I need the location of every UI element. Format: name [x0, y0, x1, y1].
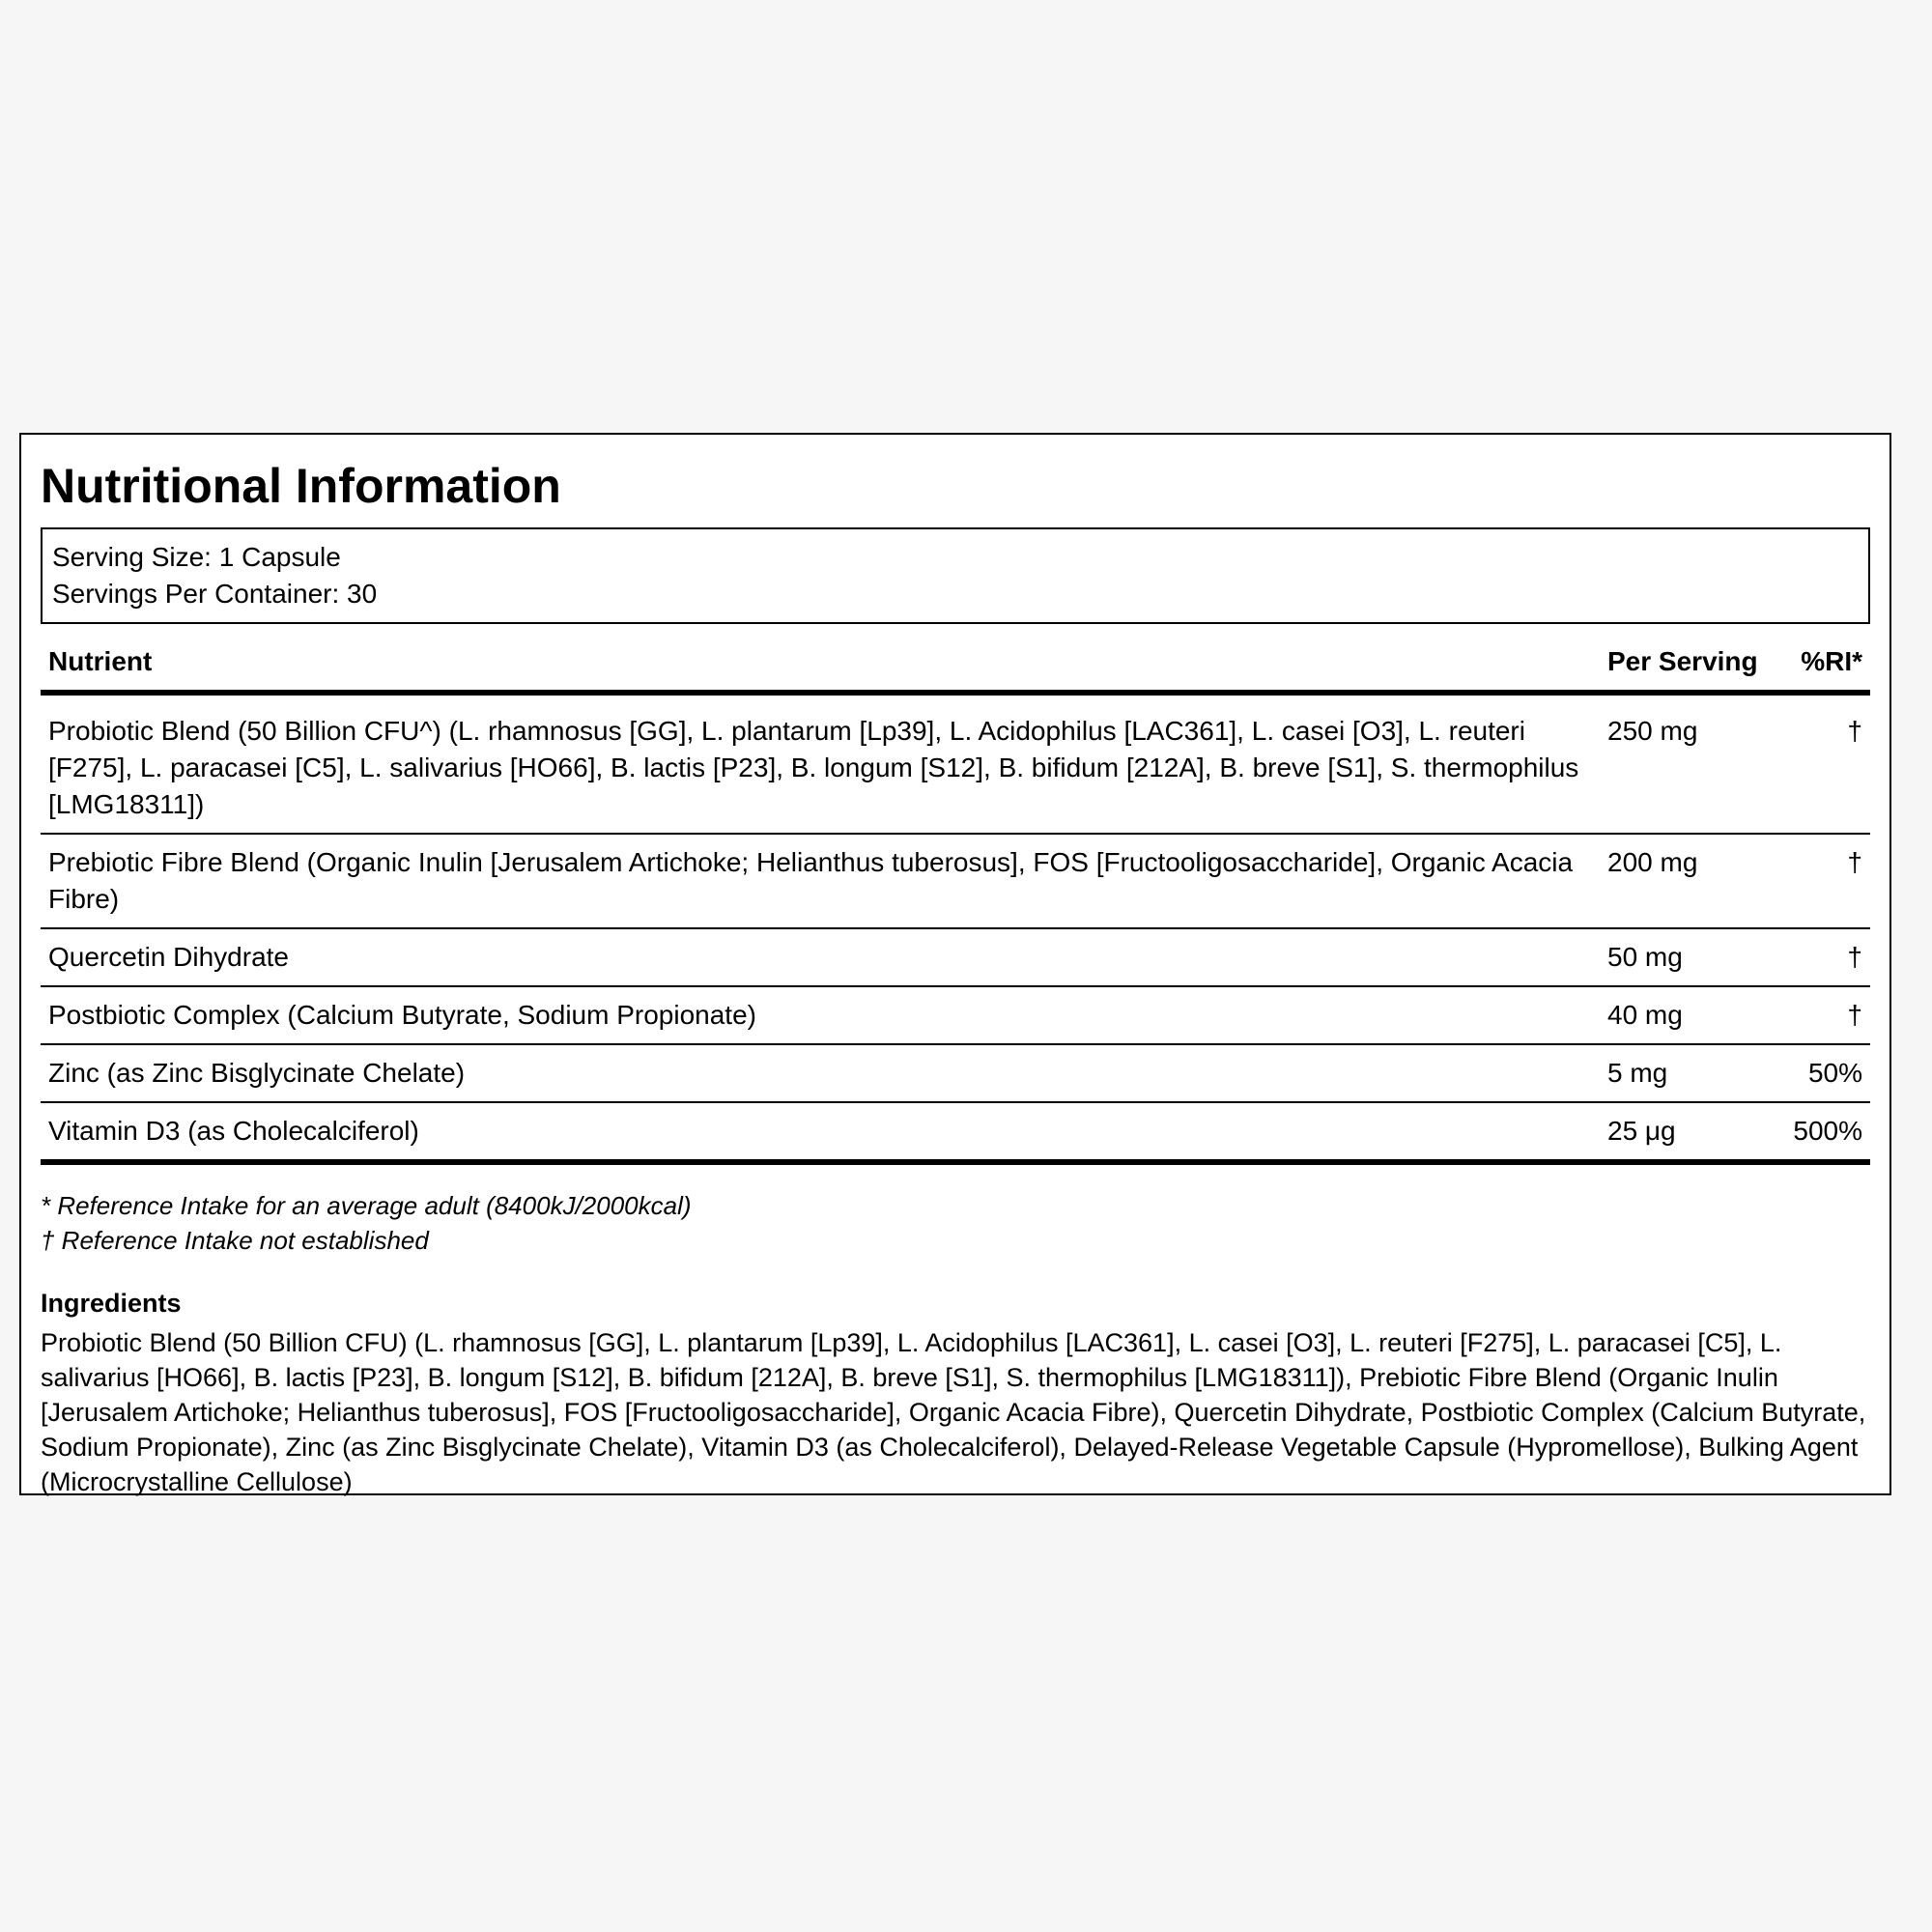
serving-size: Serving Size: 1 Capsule: [52, 542, 341, 572]
table-row: [41, 693, 1870, 834]
nutrient-name: Postbiotic Complex (Calcium Butyrate, Sodium Propionate): [41, 986, 1600, 1044]
nutrient-amount: 250 mg: [1600, 693, 1785, 834]
footnote-reference-intake: * Reference Intake for an average adult (8400kJ/2000kcal): [41, 1191, 692, 1220]
table-row: [41, 1102, 1870, 1162]
nutrient-amount: 50 mg: [1600, 928, 1785, 986]
panel-title: Nutritional Information: [41, 459, 561, 513]
nutrient-amount: 5 mg: [1600, 1044, 1785, 1102]
table-row: [41, 834, 1870, 928]
nutrient-amount: 200 mg: [1600, 834, 1785, 928]
nutrient-name: Vitamin D3 (as Cholecalciferol): [41, 1102, 1600, 1162]
nutrient-ri: 500%: [1785, 1102, 1870, 1162]
table-row: [41, 1044, 1870, 1102]
ingredients-text: Probiotic Blend (50 Billion CFU) (L. rhamnosus [GG], L. plantarum [Lp39], L. Acidophilus [LAC361], L. casei [O3], L. reuteri [F275], L. paracasei [C5], L. salivarius [HO66], B. lactis [P23], B. longum [S12], B. bifidum [212A], B. breve [S1], S. thermophilus [LMG18311]), Prebiotic Fibre Blend (Organic Inulin [Jerusalem Artichoke; Helianthus tuberosus], FOS [Fructooligosaccharide], Organic Acacia Fibre), Quercetin Dihydrate, Postbiotic Complex (Calcium Butyrate, Sodium Propionate), Zinc (as Zinc Bisglycinate Chelate), Vitamin D3 (as Cholecalciferol), Delayed-Release Vegetable Capsule (Hypromellose), Bulking Agent (Microcrystalline Cellulose): [41, 1328, 1866, 1496]
nutrient-ri: †: [1785, 693, 1870, 834]
nutrient-ri: 50%: [1785, 1044, 1870, 1102]
nutrient-name: Zinc (as Zinc Bisglycinate Chelate): [41, 1044, 1600, 1102]
nutrient-name: Quercetin Dihydrate: [41, 928, 1600, 986]
table-header-row: [41, 645, 1870, 693]
serving-info-box: [41, 527, 1870, 624]
nutrient-ri: †: [1785, 928, 1870, 986]
header-ri: %RI*: [1785, 645, 1870, 693]
footnote-not-established: † Reference Intake not established: [41, 1226, 429, 1255]
nutrient-table: [41, 645, 1870, 1165]
footnotes: [41, 1188, 1870, 1258]
ingredients-heading: Ingredients: [41, 1289, 182, 1318]
nutrient-amount: 25 μg: [1600, 1102, 1785, 1162]
servings-per-container: Servings Per Container: 30: [52, 579, 378, 609]
nutrient-amount: 40 mg: [1600, 986, 1785, 1044]
nutrient-name: Probiotic Blend (50 Billion CFU^) (L. rhamnosus [GG], L. plantarum [Lp39], L. Acidophilus [LAC361], L. casei [O3], L. reuteri [F275], L. paracasei [C5], L. salivarius [HO66], B. lactis [P23], B. longum [S12], B. bifidum [212A], B. breve [S1], S. thermophilus [LMG18311]): [41, 693, 1600, 834]
table-row: [41, 928, 1870, 986]
nutrient-ri: †: [1785, 834, 1870, 928]
table-row: [41, 986, 1870, 1044]
nutrient-name: Prebiotic Fibre Blend (Organic Inulin [Jerusalem Artichoke; Helianthus tuberosus], FOS [Fructooligosaccharide], Organic Acacia Fibre): [41, 834, 1600, 928]
header-nutrient: Nutrient: [41, 645, 1600, 693]
nutrient-ri: †: [1785, 986, 1870, 1044]
nutrition-panel: [19, 433, 1891, 1495]
header-per-serving: Per Serving: [1600, 645, 1785, 693]
